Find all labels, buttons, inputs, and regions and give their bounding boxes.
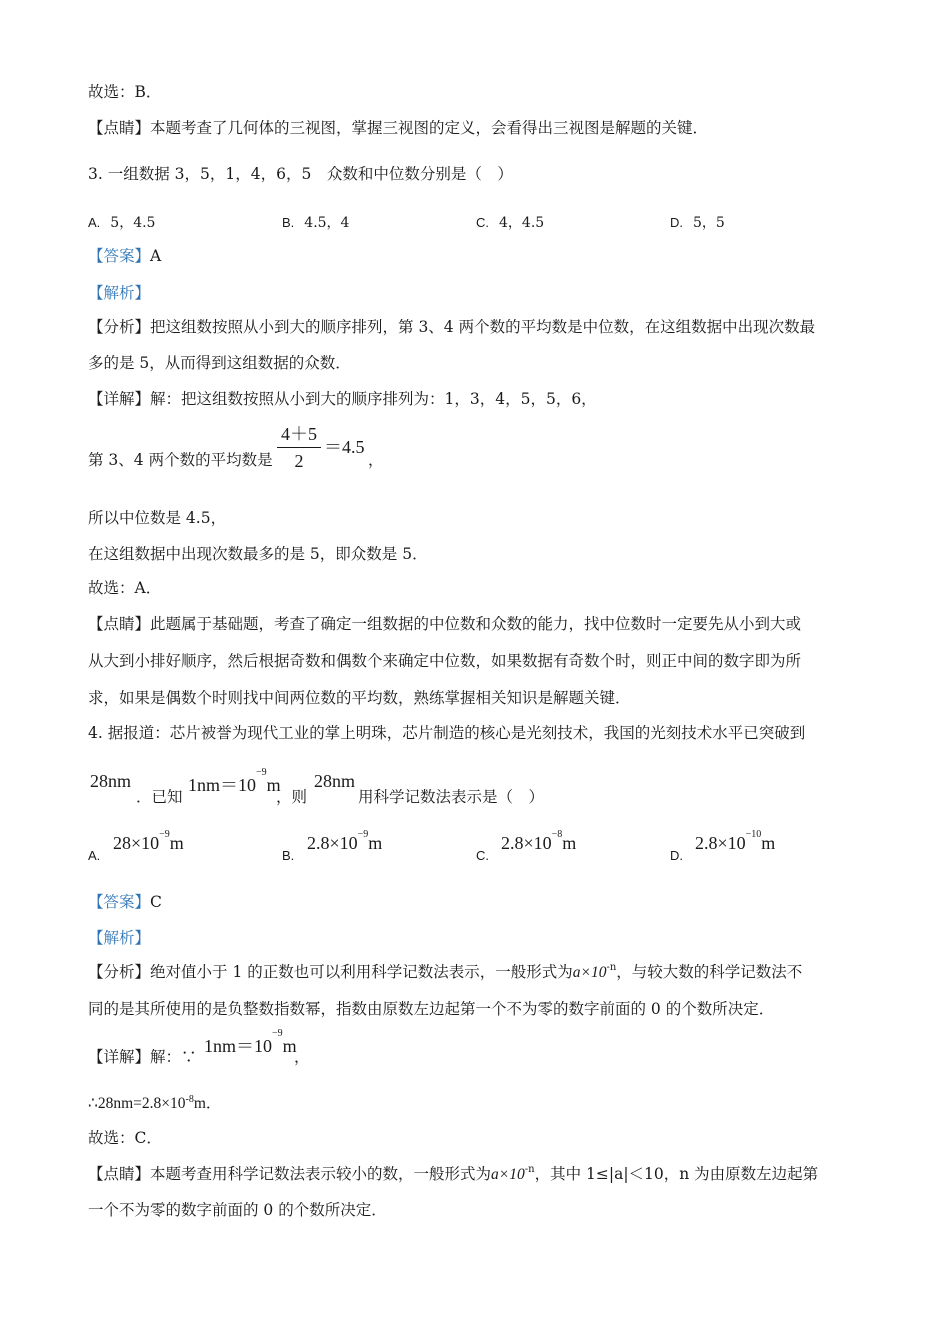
comment-text: 此题属于基础题，考查了确定一组数据的中位数和众数的能力，找中位数时一定要先从小到大或 [150,615,802,633]
q4-comment-2: 一个不为零的数字前面的 0 的个数所决定． [88,1201,387,1219]
detail-text: 解：把这组数按照从小到大的顺序排列为：1，3，4，5，5，6， [150,390,597,408]
answer-tag: 【答案】 [88,247,151,265]
detail-tag: 【详解】 [88,390,151,408]
option-label: A. [88,215,101,230]
q4-comment-1: 【点睛】本题考查用科学记数法表示较小的数，一般形式为$a\times 10^{-n}$，其中 1≤|a|＜10，n 为由原数左边起第 [88,1164,819,1183]
q2-choice: 故选：B． [88,83,162,101]
q4-option-a: $28\times 10^{-9}m$ [113,829,184,853]
q3-option-d [670,212,725,232]
q3-stem: 3. 一组数据 3，5，1，4，6，5 众数和中位数分别是（ ） [88,165,513,183]
q4-option-d: $2.8\times 10^{-10}m$ [695,829,776,853]
comment-tag: 【点睛】 [88,615,151,633]
q3-analysis-tag: 【解析】 [88,284,151,302]
q4-stem-28nm: 28nm [90,771,132,791]
q3-fenxi-2: 多的是 5，从而得到这组数据的众数． [88,354,351,372]
q4-option-b-label: B. [282,848,295,863]
q4-option-c-label: C. [476,848,489,863]
q2-comment [88,118,708,138]
option-label: B. [282,215,295,230]
option-label: D. [670,215,683,230]
q4-stem-nm-def: $1nm=10^{-9}m$ [188,767,281,795]
q3-detail-4: 在这组数据中出现次数最多的是 5，即众数是 5． [88,545,428,563]
q3-comment-3: 求，如果是偶数个时则找中间两位数的平均数，熟练掌握相关知识是解题关键． [88,689,631,707]
q4-answer [88,892,162,912]
option-label: C. [476,215,489,230]
q4-option-b: $2.8\times 10^{-9}m$ [307,829,383,853]
fenxi-text: 把这组数按照从小到大的顺序排列，第 3、4 两个数的平均数是中位数，在这组数据中出现次数最 [150,318,816,336]
q4-stem-ask: 用科学记数法表示是（ ） [358,788,545,806]
fraction-denominator: 2 [294,451,304,471]
answer-tag: 【答案】 [88,893,151,911]
comment-text: 本题考查了几何体的三视图，掌握三视图的定义，会看得出三视图是解题的关键． [150,119,709,137]
comment-tag: 【点睛】 [88,119,151,137]
q4-stem-1: 4. 据报道：芯片被誉为现代工业的掌上明珠，芯片制造的核心是光刻技术，我国的光刻技术水平已突破到 [88,724,806,742]
option-value: 5，5 [693,215,725,231]
fenxi-tag: 【分析】 [88,318,151,336]
fraction-bar [277,447,321,448]
q4-detail-nm-def: $1nm=10^{-9}m$ [204,1028,297,1056]
q3-option-c [476,212,544,232]
q3-detail-2-prefix: 第 3、4 两个数的平均数是 [88,451,273,469]
q4-option-a-label: A. [88,848,101,863]
average-fraction [277,423,321,472]
q3-comment-2: 从大到小排好顺序，然后根据奇数和偶数个来确定中位数，如果数据有奇数个时，则正中间的数字即为所 [88,652,802,670]
option-value: 4.5，4 [304,215,350,231]
q3-answer [88,246,161,266]
fraction-numerator: 4＋5 [281,424,317,444]
q3-comment-1 [88,614,801,634]
q3-choice: 故选：A． [88,579,162,597]
q3-fenxi-1 [88,317,815,337]
q4-stem-then: ，则 [276,788,308,806]
q4-stem-28nm-2: 28nm [314,771,356,791]
q4-detail-1-suffix: ， [294,1048,310,1066]
q4-choice: 故选：C． [88,1129,162,1147]
detail-tag: 【详解】 [88,1048,151,1066]
q4-detail-1-prefix: 【详解】解：∵ [88,1048,197,1066]
fraction-result: ＝4.5 [324,437,365,457]
q4-detail-2: $\therefore 28nm=2.8\times 10^{-8}m$． [88,1094,222,1112]
q3-option-a [88,212,155,232]
q4-fenxi-1: 【分析】绝对值小于 1 的正数也可以利用科学记数法表示，一般形式为$a\times 10^{-n}$，与较大数的科学记数法不 [88,962,803,981]
q3-option-b [282,212,349,232]
q4-stem-known: ．已知 [136,788,183,806]
option-value: 4，4.5 [499,215,545,231]
q4-option-d-label: D. [670,848,683,863]
q4-analysis-tag: 【解析】 [88,929,151,947]
answer-value: C [150,893,162,911]
option-value: 5，4.5 [110,215,156,231]
q3-detail-3: 所以中位数是 4.5， [88,509,227,527]
q4-fenxi-2: 同的是其所使用的是负整数指数幂，指数由原数左边起第一个不为零的数字前面的 0 的个数所决定． [88,1000,775,1018]
comment-tag: 【点睛】 [88,1165,151,1183]
q3-detail-2-suffix: ， [368,451,384,469]
q3-detail-1 [88,389,597,409]
fenxi-tag: 【分析】 [88,963,151,981]
answer-value: A [150,247,162,265]
q4-option-c: $2.8\times 10^{-8}m$ [501,829,577,853]
